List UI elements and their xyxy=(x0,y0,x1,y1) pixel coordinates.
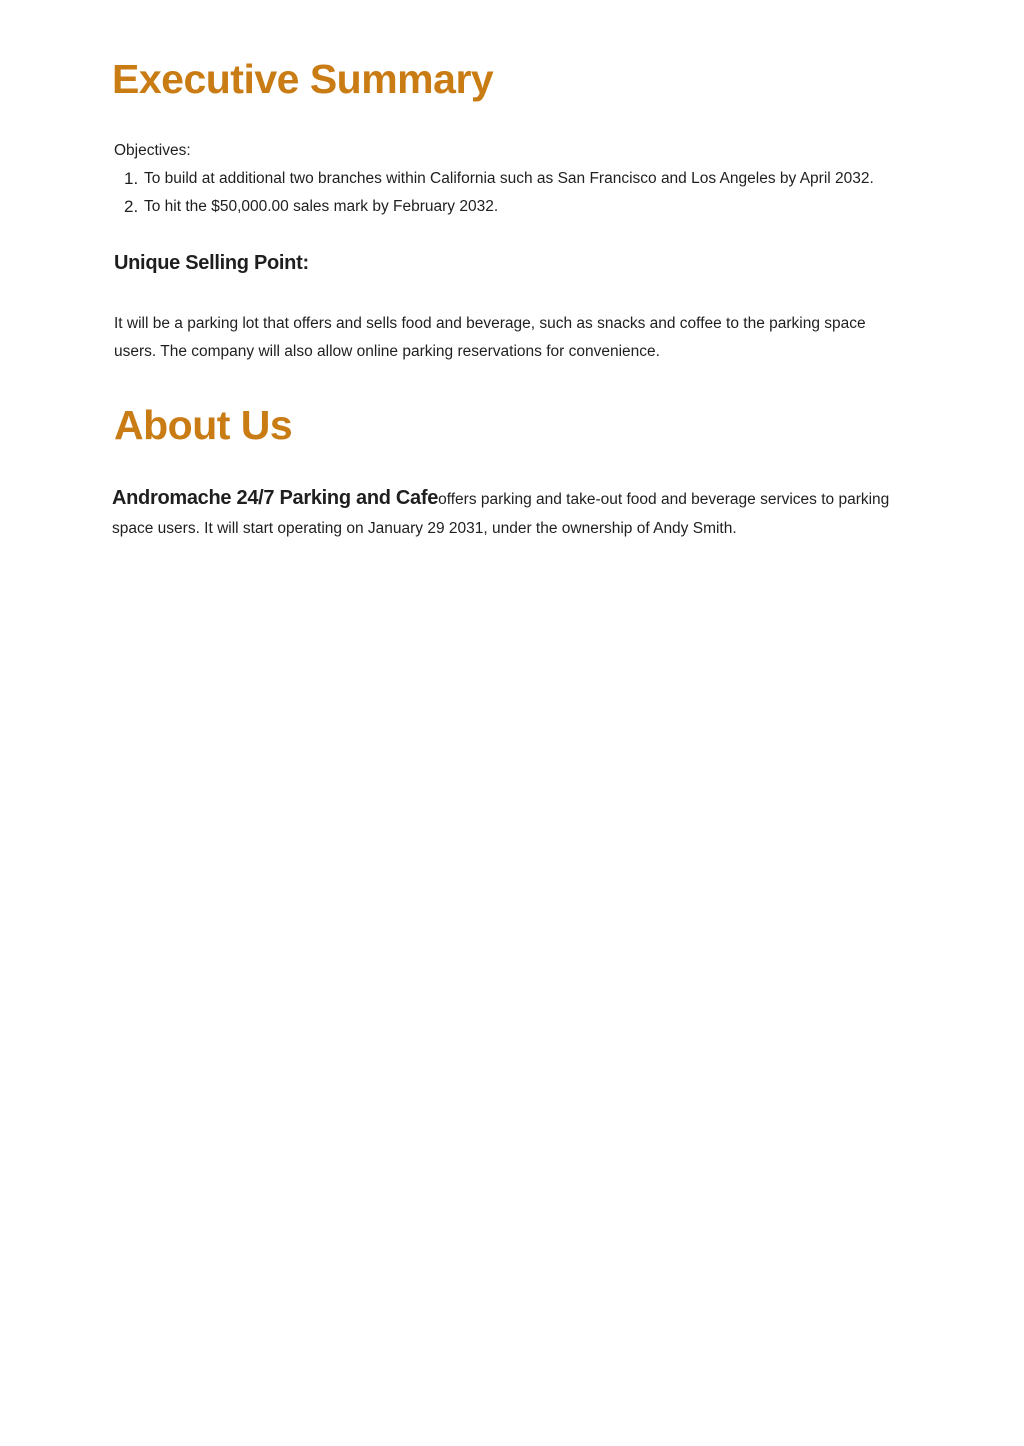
list-item-number: 1. xyxy=(124,169,139,188)
company-name: Andromache 24/7 Parking and Cafe xyxy=(112,487,439,509)
usp-paragraph: It will be a parking lot that offers and sells food and beverage, such as snacks and coffee to the parking space users. The company will also allow online parking reservations for convenience. xyxy=(114,315,866,360)
company-description: offers parking and take-out food and beverage services to parking space users. It will start operating on January 29 2031, under the ownership of Andy Smith. xyxy=(112,491,890,537)
list-item xyxy=(114,165,914,193)
objectives-list xyxy=(114,165,914,221)
list-item xyxy=(114,193,914,221)
objectives-label: Objectives: xyxy=(114,142,191,159)
list-item-text: To hit the $50,000.00 sales mark by February 2032. xyxy=(144,198,499,215)
about-us-paragraph xyxy=(112,484,914,543)
usp-heading: Unique Selling Point: xyxy=(114,252,309,274)
list-item-number: 2. xyxy=(124,197,139,216)
executive-summary-heading: Executive Summary xyxy=(112,56,494,102)
list-item-text: To build at additional two branches within California such as San Francisco and Los Angeles by April 2032. xyxy=(144,170,874,187)
about-us-heading: About Us xyxy=(114,402,293,448)
